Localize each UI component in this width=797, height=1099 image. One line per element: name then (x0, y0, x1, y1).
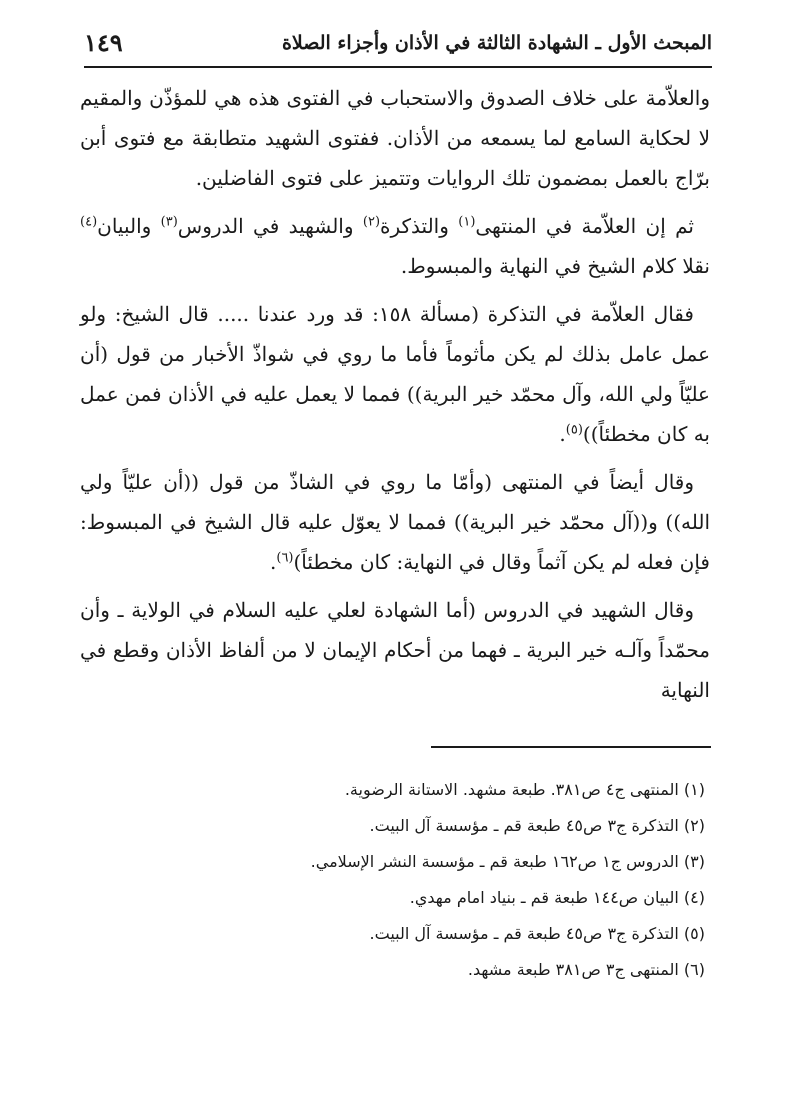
paragraph-1: والعلاّمة على خلاف الصدوق والاستحباب في الفتوى هذه هي للمؤذّن والمقيم لا لحكاية السامع لما يسمعه من الأذان. ففتوى الشهيد متطابقة مع فتوى أبن برّاج بالعمل بمضمون تلك الروايات وتتميز على فتوى الفاضلين. (80, 86, 710, 190)
running-header (78, 28, 712, 68)
footnote-4: (٤) البيان ص١٤٤ طبعة قم ـ بنياد امام مهدي. (409, 888, 705, 907)
footnote-3: (٣) الدروس ج١ ص١٦٢ طبعة قم ـ مؤسسة النشر الإسلامي. (310, 852, 705, 871)
header-rule (84, 66, 712, 68)
paragraph-2: ثم إن العلاّمة في المنتهى$^{(١)}$ والتذكرة$^{(٢)}$ والشهيد في الدروس$^{(٣)}$ والبيان$^{(٤)}$ نقلا كلام الشيخ في النهاية والمبسوط. (80, 214, 710, 278)
footnotes-list (105, 772, 705, 988)
footnote-marker-3[interactable]: (٣) (160, 214, 178, 230)
paragraph-3: فقال العلاّمة في التذكرة (مسألة ١٥٨: قد ورد عندنا ..... قال الشيخ: ولو عمل عامل بذلك لم يكن مأثوماً فأما ما روي في شواذّ الأخبار من قول (أن عليّاً ولي الله، وآل محمّد خير البرية)) فمما لا يعمل عليه في الأذان فمن عمل به كان مخطئاً))$^{(٥)}$. (80, 302, 710, 446)
footnote-marker-6[interactable]: (٦) (276, 550, 294, 566)
footnote-marker-5[interactable]: (٥) (565, 422, 583, 438)
footnote-6: (٦) المنتهى ج٣ ص٣٨١ طبعة مشهد. (467, 960, 705, 979)
footnote-5: (٥) التذكرة ج٣ ص٤٥ طبعة قم ـ مؤسسة آل البيت. (369, 924, 705, 943)
footnote-marker-4[interactable]: (٤) (80, 214, 98, 230)
header-title: المبحث الأول ـ الشهادة الثالثة في الأذان وأجزاء الصلاة (281, 32, 712, 54)
paragraph-5: وقال الشهيد في الدروس (أما الشهادة لعلي عليه السلام في الولاية ـ وأن محمّداً وآلـه خير البرية ـ فهما من أحكام الإيمان لا من ألفاظ الأذان وقطع في النهاية (80, 598, 710, 702)
footnote-marker-1[interactable]: (١) (458, 214, 476, 230)
footnote-marker-2[interactable]: (٢) (362, 214, 381, 230)
main-text (80, 78, 710, 710)
page-number: ١٤٩ (84, 28, 123, 57)
footnote-separator (431, 746, 711, 748)
footnote-2: (٢) التذكرة ج٣ ص٤٥ طبعة قم ـ مؤسسة آل البيت. (369, 816, 705, 835)
paragraph-4: وقال أيضاً في المنتهى (وأمّا ما روي في الشاذّ من قول ((أن عليّاً ولي الله)) و((آل محمّد خير البرية)) فمما لا يعوّل عليه قال الشيخ في المبسوط: فإن فعله لم يكن آثماً وقال في النهاية: كان مخطئاً)$^{(٦)}$. (80, 470, 710, 574)
footnote-1: (١) المنتهى ج٤ ص٣٨١. طبعة مشهد. الاستانة الرضوية. (344, 780, 705, 799)
